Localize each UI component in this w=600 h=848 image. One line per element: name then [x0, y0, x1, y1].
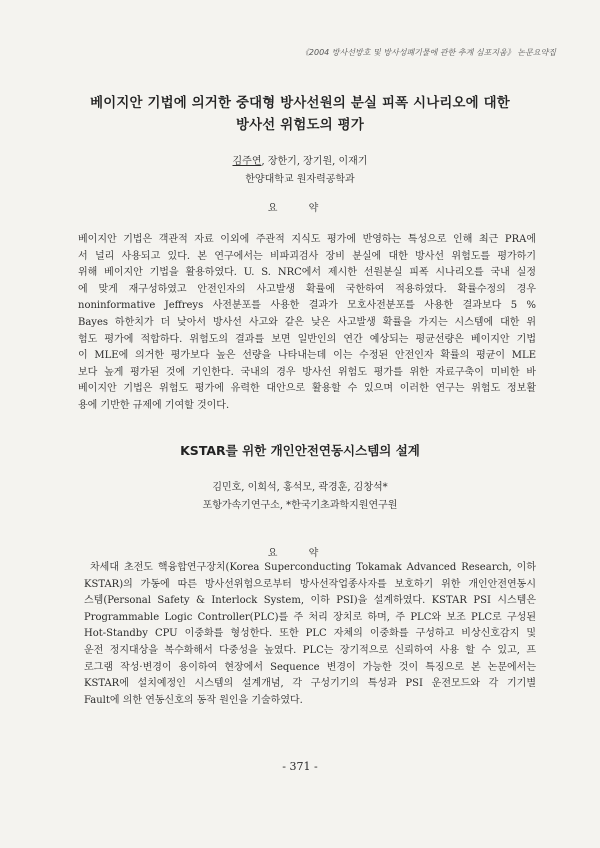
running-header: 《2004 방사선방호 및 방사성폐기물에 관한 추계 심포지움》 논문요약집 — [300, 48, 556, 57]
paper1-affiliation: 한양대학교 원자력공학과 — [245, 174, 355, 185]
paper2-abstract-heading: 요 약 — [267, 548, 333, 559]
abstract-line: noninformative Jeffreys 사전분포를 사용한 결과가 모호사전분포를 사용한 결과보다 5 % — [78, 300, 536, 312]
paper2-authors: 김민호, 이희석, 홍석모, 곽경훈, 김창석* — [212, 482, 388, 493]
abstract-line: 이 MLE에 의거한 평가보다 높은 선량을 나타내는데 이는 수정된 안전인자 확률의 평균이 MLE — [78, 350, 536, 362]
paper1-abstract — [78, 232, 536, 415]
paper1-title-line2: 방사선 위험도의 평가 — [236, 117, 364, 133]
abstract-line: 베이지안 기법은 위험도 평가에 유력한 대안으로 활용할 수 있으며 이러한 연구는 위험도 정보활 — [78, 383, 536, 395]
paper1-title — [60, 92, 540, 136]
abstract-line: 서 널리 사용되고 있다. 본 연구에서는 비파괴검사 장비 분실에 대한 방사선 위험도를 평가하기 — [78, 250, 536, 262]
abstract-line: Fault에 의한 연동신호의 동작 원인을 기술하였다. — [84, 694, 303, 706]
paper2-title: KSTAR를 위한 개인안전연동시스템의 설계 — [180, 443, 420, 458]
abstract-line: 운전 정지대상을 복수화해서 다중성을 높였다. PLC는 장기적으로 신뢰하여 사용 할 수 있고, 프 — [84, 644, 536, 656]
page-number: - 371 - — [282, 760, 318, 773]
abstract-line: Hot-Standby CPU 이중화를 형성한다. 또한 PLC 자체의 이중화를 구성하고 비상신호감지 및 — [84, 628, 536, 640]
paper1-other-authors: , 장한기, 장기원, 이재기 — [261, 156, 368, 167]
abstract-line: 험도 평가에 적합하다. 위험도의 결과를 보면 일반인의 연간 예상되는 평균선량은 베이지안 기법 — [78, 333, 536, 345]
abstract-line: 스템(Personal Safety & Interlock System, 이하 PSI)을 설계하였다. KSTAR PSI 시스템은 — [84, 595, 536, 607]
paper1-abstract-heading: 요 약 — [267, 203, 333, 214]
abstract-line: 용에 기반한 규제에 기여할 것이다. — [78, 399, 230, 411]
abstract-line: 위해 베이지안 기법을 활용하였다. U. S. NRC에서 제시한 선원분실 피폭 시나리오를 국내 실정 — [78, 267, 536, 279]
abstract-line: 보다 높게 평가된 것에 기인한다. 국내의 경우 방사선 위험도 평가를 위한 자료구축이 미비한 바 — [78, 366, 536, 378]
paper1-authors — [0, 152, 600, 167]
paper1-first-author: 김주연 — [232, 156, 262, 167]
abstract-line: KSTAR)의 가동에 따른 방사선위험으로부터 방사선작업종사자를 보호하기 위한 개인안전연동시 — [84, 578, 536, 590]
abstract-line: Programmable Logic Controller(PLC)를 주 처리 장치로 하며, 주 PLC와 보조 PLC로 구성된 — [84, 611, 536, 623]
paper1-title-line1: 베이지안 기법에 의거한 중대형 방사선원의 분실 피폭 시나리오에 대한 — [90, 95, 510, 111]
abstract-line: Bayes 하한치가 더 낮아서 방사선 사고와 같은 낮은 사고발생 확률을 가지는 시스템에 대한 위 — [78, 316, 536, 328]
abstract-line: 에 맞게 재구성하였고 안전인자의 사고발생 확률에 국한하여 적용하였다. 확률수정의 경우 — [78, 283, 536, 295]
abstract-line: 로그램 작성·변경이 용이하여 현장에서 Sequence 변경이 가능한 것이 특징으로 본 논문에서는 — [84, 661, 536, 673]
paper2-affiliation: 포항가속기연구소, *한국기초과학지원연구원 — [202, 500, 398, 511]
abstract-line: 차세대 초전도 핵융합연구장치(Korea Superconducting Tokamak Advanced Research, 이하 — [90, 562, 536, 573]
paper2-abstract — [84, 560, 536, 709]
abstract-line: KSTAR에 설치예정인 시스템의 설계개념, 각 구성기기의 특성과 PSI 운전모드와 각 기기별 — [84, 678, 536, 690]
abstract-line: 베이지안 기법은 객관적 자료 이외에 주관적 지식도 평가에 반영하는 특성으로 인해 최근 PRA에 — [78, 234, 536, 245]
